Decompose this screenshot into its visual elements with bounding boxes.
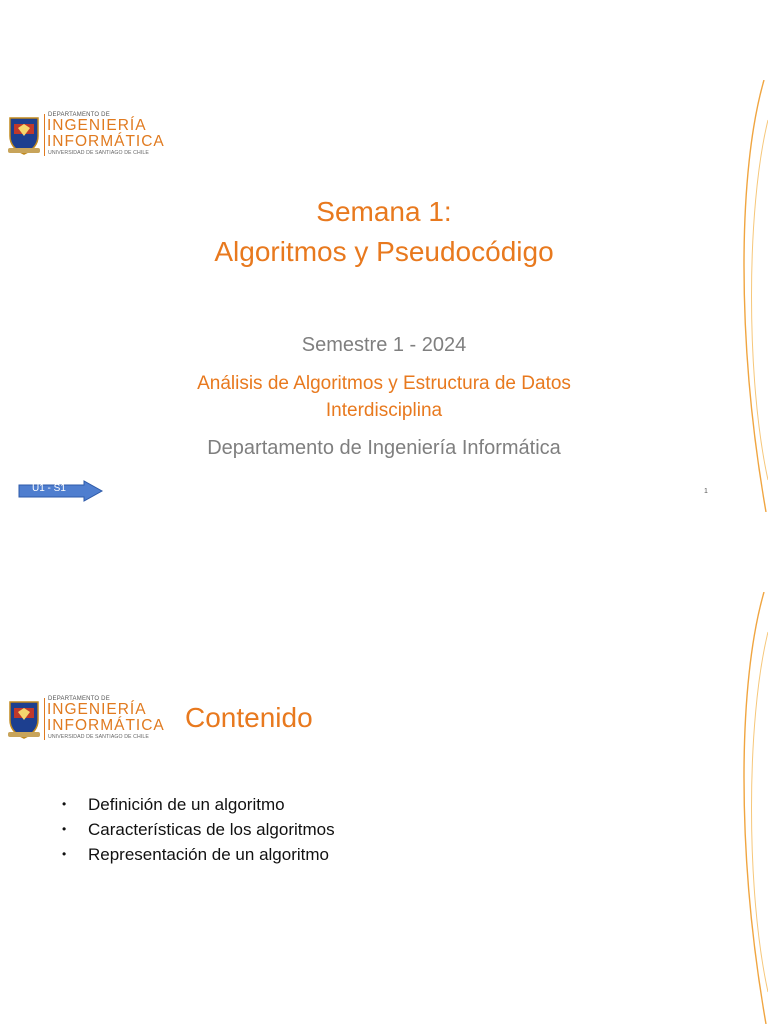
slide-title-line2: Algoritmos y Pseudocódigo [214, 236, 554, 267]
logo-line2-text: INFORMÁTICA [47, 133, 165, 150]
logo-divider [44, 698, 45, 740]
list-item-text: Definición de un algoritmo [88, 795, 285, 814]
department-logo [6, 112, 174, 158]
slide-title-line1: Semana 1: [316, 196, 452, 227]
logo-dept-text: DEPARTAMENTO DE [48, 696, 110, 702]
semester-text: Semestre 1 - 2024 [301, 334, 467, 356]
slide-heading: Contenido [185, 702, 313, 733]
logo-line1-text: INGENIERÍA [47, 701, 147, 718]
list-item [62, 792, 335, 817]
list-item-text: Representación de un algoritmo [88, 845, 329, 864]
bullet-dot-icon: • [62, 797, 67, 811]
logo-line1-text: INGENIERÍA [47, 117, 147, 134]
logo-divider [44, 114, 45, 156]
university-crest-icon [6, 114, 42, 156]
department-text: Departamento de Ingeniería Informática [207, 437, 561, 459]
university-crest-icon [6, 698, 42, 740]
page-number: 1 [704, 488, 708, 495]
content-bullet-list [62, 792, 335, 867]
nav-arrow-label: U1 - S1 [32, 483, 66, 494]
logo-university-text: UNIVERSIDAD DE SANTIAGO DE CHILE [48, 150, 149, 156]
list-item [62, 842, 335, 867]
nav-arrow-button[interactable] [18, 480, 104, 502]
bullet-dot-icon: • [62, 822, 67, 836]
logo-university-text: UNIVERSIDAD DE SANTIAGO DE CHILE [48, 734, 149, 740]
decorative-swoosh-icon [728, 592, 768, 1024]
title-slide [0, 80, 768, 512]
logo-dept-text: DEPARTAMENTO DE [48, 112, 110, 118]
list-item-text: Características de los algoritmos [88, 820, 335, 839]
logo-line2-text: INFORMÁTICA [47, 717, 165, 734]
content-slide [0, 592, 768, 1024]
department-logo [6, 696, 174, 742]
course-name-line2: Interdisciplina [325, 400, 443, 421]
course-name-line1: Análisis de Algoritmos y Estructura de Datos [197, 373, 571, 394]
list-item [62, 817, 335, 842]
bullet-dot-icon: • [62, 847, 67, 861]
